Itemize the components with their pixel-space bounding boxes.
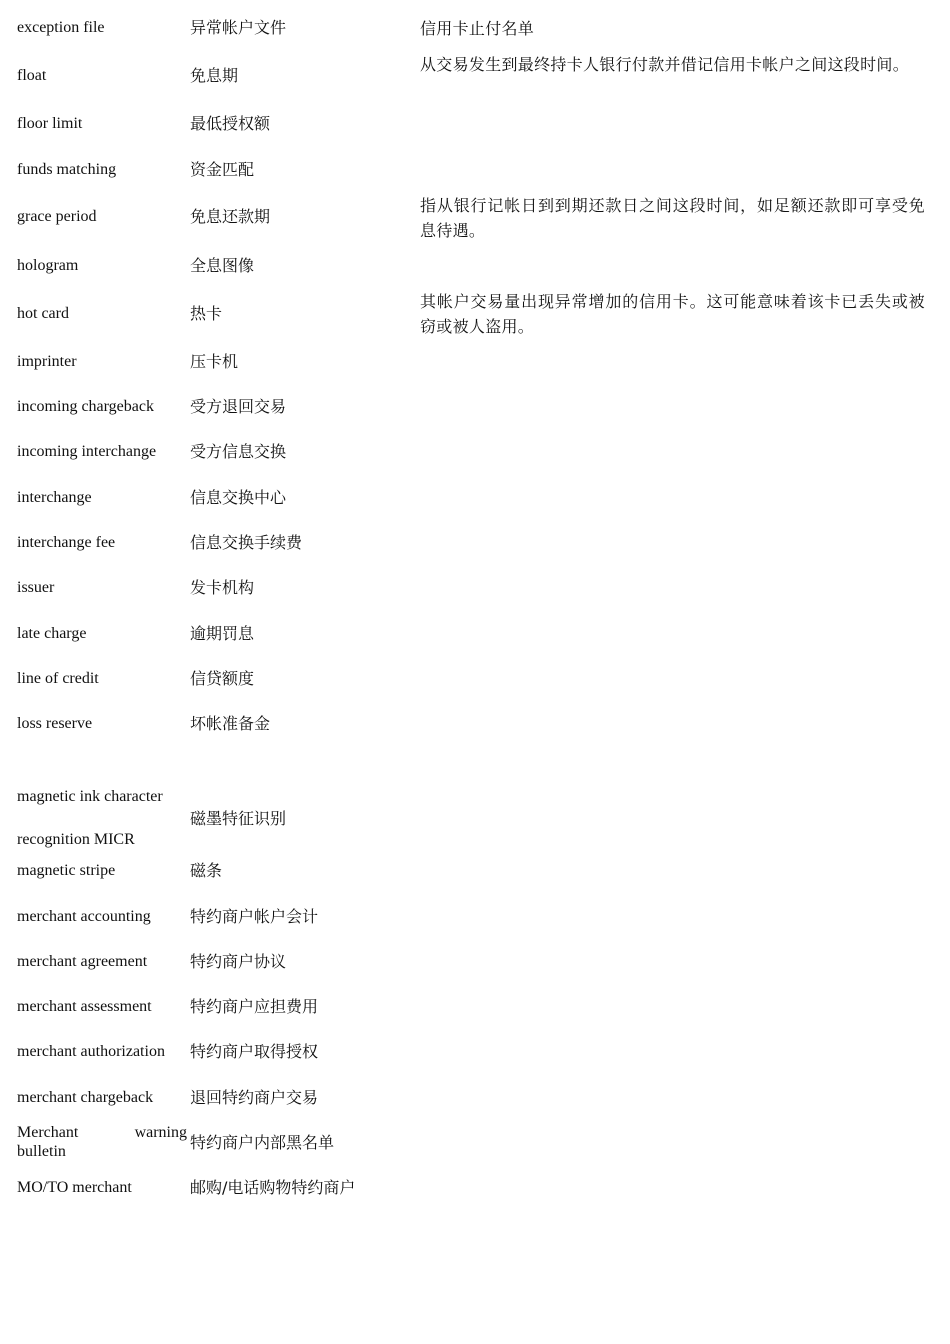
term-en: loss reserve [17,715,93,732]
term-en: grace period [17,208,97,225]
term-zh: 免息还款期 [190,207,271,226]
term-en: funds matching [17,161,117,178]
term-zh: 特约商户取得授权 [190,1042,319,1061]
term-en: hologram [17,257,79,274]
term-zh: 特约商户协议 [190,952,287,971]
term-zh: 受方信息交换 [190,442,287,461]
term-zh: 坏帐准备金 [190,714,271,733]
term-en: interchange fee [17,534,116,551]
term-en [17,785,187,852]
term-description: 其帐户交易量出现异常增加的信用卡。这可能意味着该卡已丢失或被窃或被人盗用。 [420,292,925,336]
term-en-line: recognition MICR [17,831,135,848]
term-en: float [17,67,47,84]
term-description: 指从银行记帐日到到期还款日之间这段时间，如足额还款即可享受免息待遇。 [420,196,925,240]
term-en-line: bulletin [17,1143,66,1160]
term-en: merchant chargeback [17,1089,154,1106]
term-zh: 退回特约商户交易 [190,1088,319,1107]
term-en: MO/TO merchant [17,1179,132,1196]
term-en: merchant agreement [17,953,148,970]
term-en: line of credit [17,670,99,687]
term-en-line: magnetic ink character [17,788,163,805]
term-en: merchant authorization [17,1043,165,1060]
term-zh: 最低授权额 [190,114,271,133]
term-zh: 免息期 [190,66,239,85]
term-zh: 信息交换中心 [190,488,287,507]
term-zh: 邮购/电话购物特约商户 [190,1178,356,1197]
term-zh: 磁条 [190,861,223,880]
term-zh: 逾期罚息 [190,624,255,643]
term-zh: 发卡机构 [190,578,255,597]
term-zh: 异常帐户文件 [190,18,287,37]
term-zh: 特约商户帐户会计 [190,907,319,926]
term-en: interchange [17,489,92,506]
term-en: incoming interchange [17,443,157,460]
term-en: merchant accounting [17,908,151,925]
term-zh: 信息交换手续费 [190,533,303,552]
term-en: late charge [17,625,87,642]
term-zh: 信贷额度 [190,669,255,688]
term-zh: 磁墨特征识别 [190,809,287,828]
term-zh: 全息图像 [190,256,255,275]
term-en [17,1123,187,1161]
term-zh: 热卡 [190,304,223,323]
term-en: merchant assessment [17,998,152,1015]
term-en: floor limit [17,115,83,132]
term-zh: 压卡机 [190,352,239,371]
term-description: 信用卡止付名单 [420,19,535,38]
term-en: incoming chargeback [17,398,154,415]
term-en: hot card [17,305,69,322]
term-zh: 受方退回交易 [190,397,287,416]
term-en: issuer [17,579,55,596]
term-en-line: Merchant warning [17,1124,187,1141]
term-description: 从交易发生到最终持卡人银行付款并借记信用卡帐户之间这段时间。 [420,55,910,74]
term-en: magnetic stripe [17,862,116,879]
term-en: exception file [17,19,105,36]
term-zh: 特约商户应担费用 [190,997,319,1016]
term-zh: 资金匹配 [190,160,255,179]
term-en: imprinter [17,353,77,370]
term-zh: 特约商户内部黑名单 [190,1133,335,1152]
